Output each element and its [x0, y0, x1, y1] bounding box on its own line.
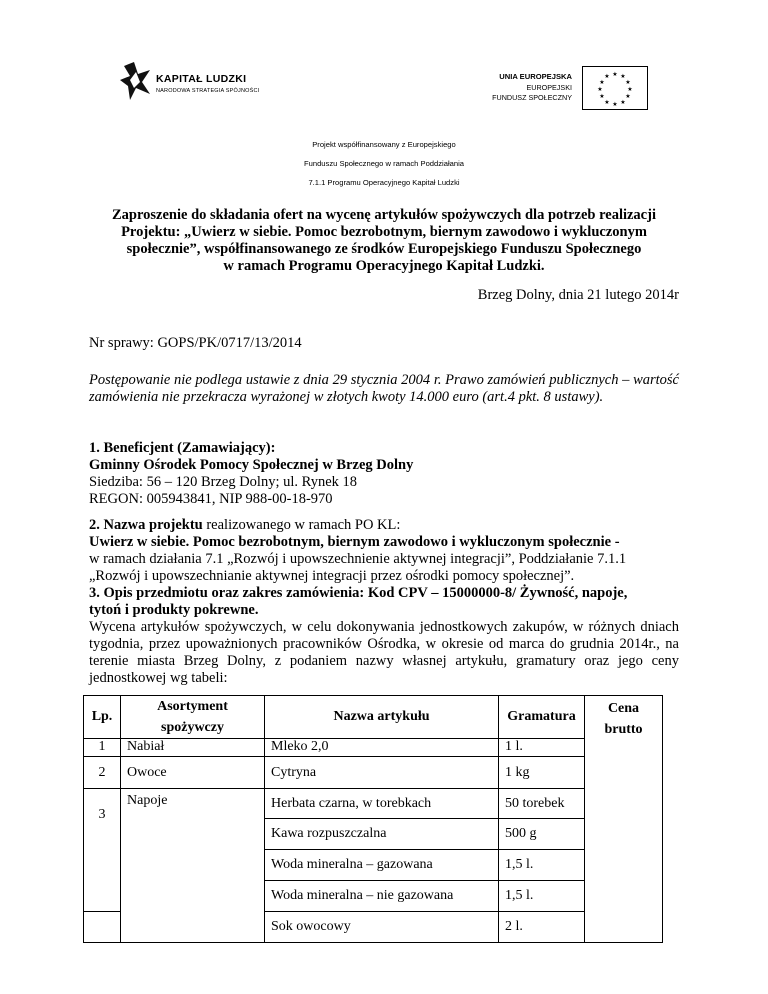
title-line-1: Zaproszenie do składania ofert na wycenę artykułów spożywczych dla potrzeb realizacji [112, 207, 656, 223]
svg-text:★: ★ [599, 93, 605, 100]
project-line-2: Funduszu Społecznego w ramach Poddziałania [304, 159, 464, 168]
svg-text:★: ★ [627, 86, 633, 93]
eu-flag-icon [582, 66, 648, 110]
title-line-3: społecznie”, współfinansowanego ze środków Europejskiego Funduszu Społecznego [126, 241, 642, 257]
star-figure-icon [120, 62, 150, 100]
cell-name: Kawa rozpuszczalna [265, 819, 499, 850]
case-number: Nr sprawy: GOPS/PK/0717/13/2014 [89, 335, 302, 351]
table-header-row [84, 696, 663, 739]
cell-name: Woda mineralna – gazowana [265, 850, 499, 881]
title-line-4: w ramach Programu Operacyjnego Kapitał Ludzki. [223, 258, 545, 274]
section2-heading: 2. Nazwa projektu [89, 517, 203, 533]
svg-text:★: ★ [625, 79, 631, 86]
cell-lp: 2 [84, 757, 121, 789]
header-price: Cena brutto [585, 696, 663, 943]
header-lp: Lp. [84, 696, 121, 739]
cell-weight: 2 l. [499, 912, 585, 943]
section1-org: Gminny Ośrodek Pomocy Społecznej w Brzeg Dolny [89, 457, 414, 473]
place-date: Brzeg Dolny, dnia 21 lutego 2014r [477, 287, 679, 303]
section2-project-name: Uwierz w siebie. Pomoc bezrobotnym, biernym zawodowo i wykluczonym społecznie - [89, 534, 620, 550]
svg-text:★: ★ [620, 99, 626, 106]
header-name: Nazwa artykułu [265, 696, 499, 739]
price-table [83, 695, 663, 943]
cell-lp: 1 [84, 739, 121, 757]
cell-weight: 1,5 l. [499, 850, 585, 881]
section-order-description [89, 585, 679, 687]
eu-line-2: EUROPEJSKI [526, 82, 572, 92]
svg-text:★: ★ [620, 73, 626, 80]
eu-line-1: UNIA EUROPEJSKA [499, 72, 572, 81]
table-row [84, 757, 663, 789]
cell-name: Cytryna [265, 757, 499, 789]
project-line-3: 7.1.1 Programu Operacyjnego Kapitał Ludzki [308, 178, 460, 187]
kapital-ludzki-subtitle: NARODOWA STRATEGIA SPÓJNOŚCI [156, 88, 260, 94]
svg-text:★: ★ [604, 73, 610, 80]
section2-heading-line [89, 517, 679, 534]
cell-weight: 1 kg [499, 757, 585, 789]
svg-text:★: ★ [625, 93, 631, 100]
document-title [80, 207, 688, 275]
cell-assortment: Owoce [121, 757, 265, 789]
svg-text:★: ★ [612, 101, 618, 108]
section1-heading: 1. Beneficjent (Zamawiający): [89, 440, 276, 456]
cell-lp [84, 912, 121, 943]
cell-assortment: Nabiał [121, 739, 265, 757]
cell-assortment: Napoje [121, 789, 265, 943]
section3-heading-2: tytoń i produkty pokrewne. [89, 602, 259, 618]
cell-weight: 500 g [499, 819, 585, 850]
legal-note: Postępowanie nie podlega ustawie z dnia 29 stycznia 2004 r. Prawo zamówień publicznych – wartość zamówienia nie przekracza wyrażonej w złotych kwoty 14.000 euro (art.4 pkt. 8 ustawy). [89, 372, 679, 405]
section1-ids: REGON: 005943841, NIP 988-00-18-970 [89, 491, 333, 507]
eu-line-3: FUNDUSZ SPOŁECZNY [492, 93, 572, 102]
cell-weight: 1,5 l. [499, 881, 585, 912]
table-row [84, 789, 663, 819]
svg-text:★: ★ [599, 79, 605, 86]
cell-name: Sok owocowy [265, 912, 499, 943]
title-line-2: Projektu: „Uwierz w siebie. Pomoc bezrobotnym, biernym zawodowo i wykluczonym [121, 224, 647, 240]
section2-line-3: „Rozwój i upowszechnianie aktywnej integracji przez ośrodki pomocy społecznej”. [89, 568, 575, 584]
section3-heading-1: 3. Opis przedmiotu oraz zakres zamówienia: Kod CPV – 15000000-8/ Żywność, napoje, [89, 585, 628, 601]
cell-weight: 50 torebek [499, 789, 585, 819]
section3-description: Wycena artykułów spożywczych, w celu dokonywania jednostkowych zakupów, w różnych dniach tygodnia, przez upoważnionych pracowników Ośrodka, w okresie od marca do grudnia 2014r., na terenie miasta Brzeg Dolny, z podaniem nazwy własnej artykułu, gramatury oraz jego ceny jednostkowej wg tabeli: [89, 619, 679, 686]
eu-logo-text [468, 72, 572, 104]
svg-text:★: ★ [612, 71, 618, 78]
cell-weight: 1 l. [499, 739, 585, 757]
header-assortment: Asortyment spożywczy [121, 696, 265, 739]
svg-text:★: ★ [597, 86, 603, 93]
section2-heading-rest: realizowanego w ramach PO KL: [202, 517, 401, 533]
section2-line-2: w ramach działania 7.1 „Rozwój i upowszechnienie aktywnej integracji”, Poddziałanie 7.1.1 [89, 551, 627, 567]
cell-name: Herbata czarna, w torebkach [265, 789, 499, 819]
header-weight: Gramatura [499, 696, 585, 739]
cell-name: Mleko 2,0 [265, 739, 499, 757]
section1-address: Siedziba: 56 – 120 Brzeg Dolny; ul. Rynek 18 [89, 474, 358, 490]
table-row [84, 739, 663, 757]
cell-lp: 3 [84, 789, 121, 912]
section-project-name [89, 517, 679, 585]
project-line-1: Projekt współfinansowany z Europejskiego [312, 140, 456, 149]
kapital-ludzki-title: KAPITAŁ LUDZKI [156, 73, 247, 85]
cell-name: Woda mineralna – nie gazowana [265, 881, 499, 912]
svg-text:★: ★ [604, 99, 610, 106]
section-beneficiary [89, 440, 679, 508]
